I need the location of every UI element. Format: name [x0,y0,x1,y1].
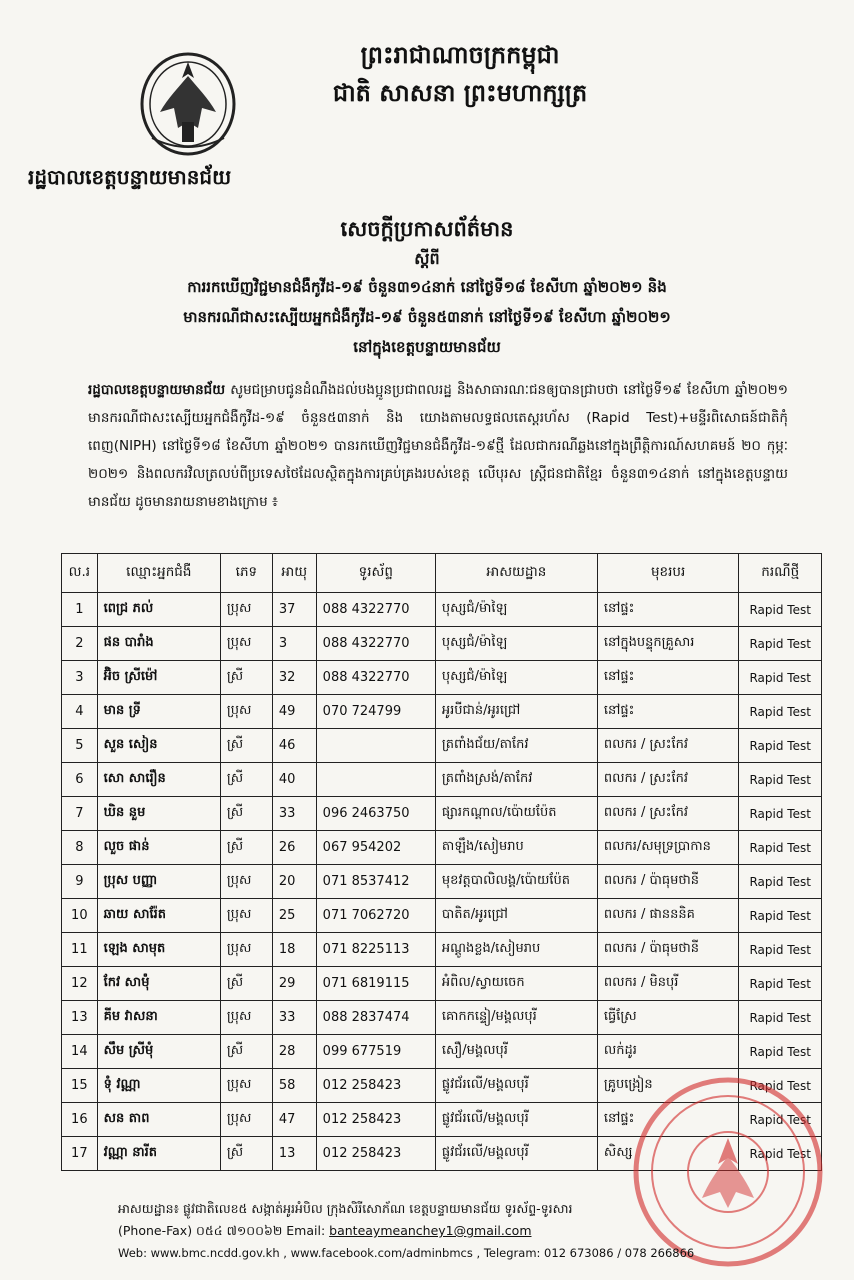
cell-addr: អំពិល/ស្វាយចេក [435,967,597,1001]
cell-name: ទុំ វណ្ណា [97,1069,220,1103]
cell-phone: 070 724799 [316,695,435,729]
cell-no: 15 [62,1069,98,1103]
footer [118,1198,838,1264]
cell-age: 47 [272,1103,316,1137]
cell-addr: ផ្លូវជ័រលើ/មង្គលបុរី [435,1103,597,1137]
table-row [62,797,822,831]
cell-phone: 071 8225113 [316,933,435,967]
table-row [62,1001,822,1035]
cell-phone [316,763,435,797]
cell-age: 33 [272,1001,316,1035]
cell-job: នៅផ្ទះ [597,1103,739,1137]
cell-phone: 096 2463750 [316,797,435,831]
cell-phone: 071 6819115 [316,967,435,1001]
cell-addr: ផ្លូវជ័រលើ/មង្គលបុរី [435,1069,597,1103]
cell-sex: ស្រី [220,797,272,831]
cell-case: Rapid Test [739,1069,822,1103]
cell-age: 20 [272,865,316,899]
cell-name: ឆាយ សារ៉ែត [97,899,220,933]
cell-case: Rapid Test [739,661,822,695]
cell-addr: តាឡឹង/សៀមរាប [435,831,597,865]
cell-addr: បុស្សជំ/ម៉ាឡៃ [435,593,597,627]
table-row [62,899,822,933]
cell-sex: ស្រី [220,763,272,797]
cell-name: អ៊ិច ស្រីម៉ៅ [97,661,220,695]
cell-addr: មុខវត្តបាលិលង្គ/ប៉ោយប៉ែត [435,865,597,899]
cell-phone: 012 258423 [316,1137,435,1171]
cell-name: សន តាព [97,1103,220,1137]
cell-job: នៅផ្ទះ [597,695,739,729]
cell-age: 28 [272,1035,316,1069]
cell-age: 33 [272,797,316,831]
cell-case: Rapid Test [739,1035,822,1069]
kingdom-header [300,36,620,112]
cell-case: Rapid Test [739,729,822,763]
cell-phone: 067 954202 [316,831,435,865]
col-case: ករណីថ្មី [739,554,822,593]
cell-sex: ប្រុស [220,933,272,967]
cell-no: 4 [62,695,98,729]
cell-no: 14 [62,1035,98,1069]
footer-email-link[interactable]: banteaymeanchey1@gmail.com [329,1223,532,1238]
cell-sex: ប្រុស [220,695,272,729]
cell-case: Rapid Test [739,1103,822,1137]
cell-case: Rapid Test [739,831,822,865]
cell-sex: ប្រុស [220,593,272,627]
title-line-3: ការរកឃើញវិជ្ជមានជំងឺកូវីដ-១៩ ចំនួន៣១៤នាក់ នៅថ្ងៃទី១៨ ខែសីហា ឆ្នាំ២០២១ និង [187,278,667,296]
cell-name: ពេជ្រ ភល់ [97,593,220,627]
cell-job: ធ្វើស្រែ [597,1001,739,1035]
cell-name: ប្រុស បញ្ញា [97,865,220,899]
cell-job: ពលករ / ផានននិគ [597,899,739,933]
cell-no: 5 [62,729,98,763]
cell-sex: ប្រុស [220,1001,272,1035]
kingdom-line-2: ជាតិ សាសនា ព្រះមហាក្សត្រ [332,78,588,107]
announcement-body [88,376,788,516]
cell-no: 11 [62,933,98,967]
table-row [62,763,822,797]
cell-no: 1 [62,593,98,627]
footer-address: អាសយដ្ឋាន៖ ផ្លូវជាតិលេខ៥ សង្កាត់អូរអំបិល ក្រុងសិរីសោភ័ណ ខេត្តបន្ទាយមានជ័យ ទូរស័ព្ទ-ទូរសារ [118,1201,573,1216]
table-row [62,1035,822,1069]
cell-name: វណ្ណា នារីត [97,1137,220,1171]
cell-no: 8 [62,831,98,865]
cell-job: ពលករ / ស្រះកែវ [597,797,739,831]
col-occupation: មុខរបរ [597,554,739,593]
cell-case: Rapid Test [739,763,822,797]
cell-age: 18 [272,933,316,967]
cell-phone: 012 258423 [316,1069,435,1103]
cell-addr: អណ្តូងខ្លង/សៀមរាប [435,933,597,967]
title-line-4: មានករណីជាសះស្បើយអ្នកជំងឺកូវីដ-១៩ ចំនួន៥៣នាក់ នៅថ្ងៃទី១៩ ខែសីហា ឆ្នាំ២០២១ [183,308,671,326]
cell-name: កែវ សាម៉ុំ [97,967,220,1001]
cell-age: 32 [272,661,316,695]
table-row [62,627,822,661]
cell-sex: ប្រុស [220,627,272,661]
cell-phone: 088 4322770 [316,593,435,627]
cell-age: 25 [272,899,316,933]
cell-age: 37 [272,593,316,627]
table-row [62,831,822,865]
cell-case: Rapid Test [739,967,822,1001]
cell-case: Rapid Test [739,865,822,899]
cell-case: Rapid Test [739,695,822,729]
cell-addr: សឿ/មង្គលបុរី [435,1035,597,1069]
cell-job: ពលករ / ស្រះកែវ [597,729,739,763]
cell-age: 58 [272,1069,316,1103]
cell-age: 40 [272,763,316,797]
cell-addr: អូរបីជាន់/អូរជ្រៅ [435,695,597,729]
cell-age: 13 [272,1137,316,1171]
cell-case: Rapid Test [739,593,822,627]
cell-no: 12 [62,967,98,1001]
cell-job: នៅផ្ទះ [597,593,739,627]
cell-case: Rapid Test [739,933,822,967]
cell-job: នៅក្នុងបន្ទុកគ្រួសារ [597,627,739,661]
cell-addr: ផ្លូវជ័រលើ/មង្គលបុរី [435,1137,597,1171]
cell-phone: 088 4322770 [316,661,435,695]
cell-addr: បុស្សជំ/ម៉ាឡៃ [435,661,597,695]
cell-job: លក់ដូរ [597,1035,739,1069]
footer-phone-fax: (Phone-Fax) ០៥៤ ៧១០០៦២ Email: [118,1223,326,1238]
cell-sex: ស្រី [220,729,272,763]
cell-job: ពលករ / ប៉ាធុមថានី [597,933,739,967]
title-line-1: សេចក្តីប្រកាសព័ត៌មាន [340,216,514,241]
cell-name: មាន ទ្រី [97,695,220,729]
cell-age: 26 [272,831,316,865]
cell-name: លួច ផាន់ [97,831,220,865]
cell-name: ឃិន នួម [97,797,220,831]
cell-no: 6 [62,763,98,797]
col-name: ឈ្មោះអ្នកជំងឺ [97,554,220,593]
col-no: ល.រ [62,554,98,593]
cell-job: សិស្ស [597,1137,739,1171]
cell-addr: បាតិត/អូរជ្រៅ [435,899,597,933]
cell-phone: 088 2837474 [316,1001,435,1035]
table-header-row [62,554,822,593]
cell-no: 13 [62,1001,98,1035]
cell-case: Rapid Test [739,1001,822,1035]
cell-case: Rapid Test [739,627,822,661]
col-sex: ភេទ [220,554,272,593]
cell-age: 29 [272,967,316,1001]
cell-no: 10 [62,899,98,933]
cell-name: សឹម ស្រីមុំ [97,1035,220,1069]
cell-addr: ត្រពាំងជ័យ/តាកែវ [435,729,597,763]
cell-sex: ស្រី [220,967,272,1001]
kingdom-line-1: ព្រះរាជាណាចក្រកម្ពុជា [360,40,560,69]
table-row [62,865,822,899]
cell-sex: ប្រុស [220,865,272,899]
table-row [62,967,822,1001]
cell-no: 9 [62,865,98,899]
cell-sex: ស្រី [220,661,272,695]
table-row [62,661,822,695]
table-row [62,695,822,729]
footer-web: Web: www.bmc.ncdd.gov.kh , www.facebook.com/adminbmcs , Telegram: 012 673086 / 078 266866 [118,1246,695,1260]
table-row [62,933,822,967]
cell-no: 2 [62,627,98,661]
cell-name: សោ សារឿន [97,763,220,797]
cell-addr: ផ្សារកណ្តាល/ប៉ោយប៉ែត [435,797,597,831]
cell-case: Rapid Test [739,797,822,831]
table-row [62,729,822,763]
body-lead: រដ្ឋបាលខេត្តបន្ទាយមានជ័យ [88,382,226,398]
cell-case: Rapid Test [739,899,822,933]
title-line-2: ស្តីពី [414,249,440,268]
cell-sex: ស្រី [220,831,272,865]
announcement-title [0,212,854,362]
cell-job: នៅផ្ទះ [597,661,739,695]
cell-name: គីម វាសនា [97,1001,220,1035]
cell-phone [316,729,435,763]
cell-no: 17 [62,1137,98,1171]
cell-no: 3 [62,661,98,695]
cell-phone: 071 8537412 [316,865,435,899]
cell-job: គ្រូបង្រៀន [597,1069,739,1103]
cell-phone: 071 7062720 [316,899,435,933]
cell-phone: 088 4322770 [316,627,435,661]
cell-addr: ត្រពាំងស្រង់/តាកែវ [435,763,597,797]
cell-job: ពលករ / មិនបុរី [597,967,739,1001]
table-row [62,593,822,627]
cell-addr: បុស្សជំ/ម៉ាឡៃ [435,627,597,661]
cell-case: Rapid Test [739,1137,822,1171]
cell-addr: គោកកន្ទៀ/មង្គលបុរី [435,1001,597,1035]
cell-name: ឡេង សាមុត [97,933,220,967]
cell-age: 49 [272,695,316,729]
royal-emblem-icon [138,48,238,158]
admin-name: រដ្ឋបាលខេត្តបន្ទាយមានជ័យ [28,165,232,189]
cell-age: 46 [272,729,316,763]
cell-sex: ប្រុស [220,1069,272,1103]
col-age: អាយុ [272,554,316,593]
cell-job: ពលករ / ស្រះកែវ [597,763,739,797]
cell-phone: 012 258423 [316,1103,435,1137]
col-address: អាសយដ្ឋាន [435,554,597,593]
cell-no: 7 [62,797,98,831]
cell-job: ពលករ/សមុទ្រប្រាកាន [597,831,739,865]
cell-sex: ប្រុស [220,1103,272,1137]
cell-phone: 099 677519 [316,1035,435,1069]
cell-name: ផន បារាំង [97,627,220,661]
cell-age: 3 [272,627,316,661]
cell-sex: ស្រី [220,1035,272,1069]
cell-no: 16 [62,1103,98,1137]
cell-name: សួន សៀន [97,729,220,763]
cell-sex: ស្រី [220,1137,272,1171]
body-text: សូមជម្រាបជូនដំណឹងដល់បងប្អូនប្រជាពលរដ្ឋ និងសាធារណៈជនឲ្យបានជ្រាបថា នៅថ្ងៃទី១៩ ខែសីហា ឆ្នាំ២០២១ មានករណីជាសះស្បើយអ្នកជំងឺកូវីដ-១៩ ចំនួន៥៣នាក់ និង យោងតាមលទ្ធផលតេស្តរហ័ស (Rapid Test)+មន្ទីរពិសោធន៍ជាតិកុំពេញ(NIPH) នៅថ្ងៃទី១៨ ខែសីហា ឆ្នាំ២០២១ បានរកឃើញវិជ្ជមានជំងឺកូវីដ-១៩ថ្មី ដែលជាករណីឆ្លងនៅក្នុងព្រឹត្តិការណ៍សហគមន៍ ២០ កុម្ភៈ ២០២១ និងពលករវិលត្រលប់ពីប្រទេសថៃដែលស្ថិតក្នុងការគ្រប់គ្រងរបស់ខេត្ត លើបុរស ស្ត្រីជនជាតិខ្មែរ ចំនួន៣១៤នាក់ នៅក្នុងខេត្តបន្ទាយមានជ័យ ដូចមានរាយនាមខាងក្រោម ៖ [88,382,788,510]
col-phone: ទូរស័ព្ទ [316,554,435,593]
cell-sex: ប្រុស [220,899,272,933]
cell-job: ពលករ / ប៉ាធុមថានី [597,865,739,899]
title-line-5: នៅក្នុងខេត្តបន្ទាយមានជ័យ [353,338,501,356]
